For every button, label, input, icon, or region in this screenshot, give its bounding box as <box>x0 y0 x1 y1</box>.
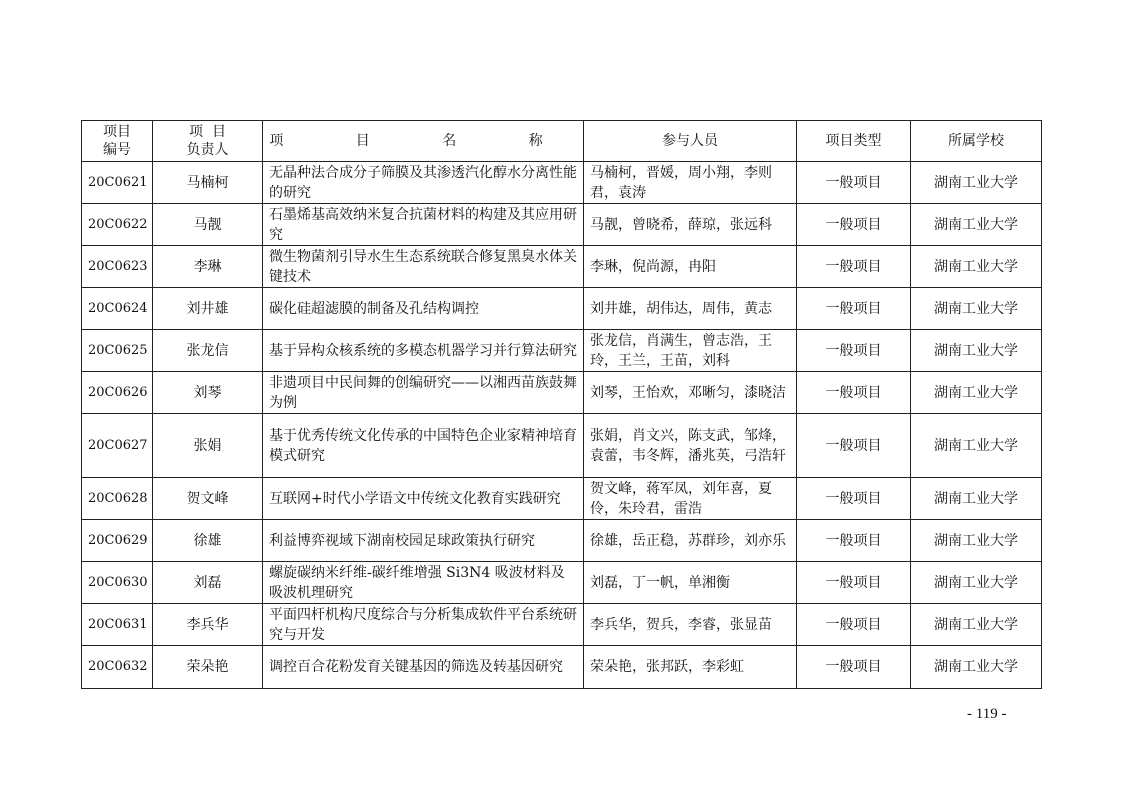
project-type-cell: 一般项目 <box>797 288 911 330</box>
project-type-cell: 一般项目 <box>797 414 911 478</box>
project-name-cell: 石墨烯基高效纳米复合抗菌材料的构建及其应用研究 <box>263 204 584 246</box>
project-name-cell: 调控百合花粉发育关键基因的筛选及转基因研究 <box>263 646 584 689</box>
project-members-cell: 刘井雄，胡伟达，周伟，黄志 <box>584 288 797 330</box>
project-id-cell: 20C0623 <box>82 246 153 288</box>
project-id-cell: 20C0632 <box>82 646 153 689</box>
project-id-cell: 20C0627 <box>82 414 153 478</box>
project-type-cell: 一般项目 <box>797 604 911 646</box>
header-name-label: 项 目 名 称 <box>269 133 577 149</box>
project-id-cell: 20C0625 <box>82 330 153 372</box>
project-leader-cell: 刘磊 <box>153 562 263 604</box>
header-id-line1: 项目 <box>103 124 131 140</box>
project-leader-cell: 马靓 <box>153 204 263 246</box>
project-type-cell: 一般项目 <box>797 478 911 520</box>
table-row <box>82 414 1042 478</box>
project-school-cell: 湖南工业大学 <box>911 330 1042 372</box>
project-members-cell: 徐雄，岳正稳，苏群珍，刘亦乐 <box>584 520 797 562</box>
project-id-cell: 20C0628 <box>82 478 153 520</box>
project-school-cell: 湖南工业大学 <box>911 604 1042 646</box>
project-leader-cell: 李琳 <box>153 246 263 288</box>
header-members: 参与人员 <box>584 121 797 162</box>
project-id-cell: 20C0621 <box>82 162 153 204</box>
project-type-cell: 一般项目 <box>797 562 911 604</box>
project-school-cell: 湖南工业大学 <box>911 162 1042 204</box>
project-table <box>81 120 1042 689</box>
table-row <box>82 478 1042 520</box>
project-members-cell: 张龙信，肖满生，曾志浩，王玲，王兰，王苗，刘科 <box>584 330 797 372</box>
header-name <box>263 121 584 162</box>
header-id-line2: 编号 <box>103 142 131 158</box>
project-id-cell: 20C0631 <box>82 604 153 646</box>
project-school-cell: 湖南工业大学 <box>911 288 1042 330</box>
project-id-cell: 20C0624 <box>82 288 153 330</box>
project-school-cell: 湖南工业大学 <box>911 372 1042 414</box>
header-id <box>82 121 153 162</box>
table-row <box>82 520 1042 562</box>
page-number: - 119 - <box>967 706 1007 722</box>
header-leader <box>153 121 263 162</box>
project-name-cell: 螺旋碳纳米纤维-碳纤维增强 Si3N4 吸波材料及吸波机理研究 <box>263 562 584 604</box>
project-leader-cell: 荣朵艳 <box>153 646 263 689</box>
project-members-cell: 马靓，曾晓希，薛琼，张远科 <box>584 204 797 246</box>
project-members-cell: 贺文峰，蒋军凤，刘年喜，夏伶，朱玲君，雷浩 <box>584 478 797 520</box>
project-type-cell: 一般项目 <box>797 204 911 246</box>
project-members-cell: 刘琴，王怡欢，邓晰匀，漆晓洁 <box>584 372 797 414</box>
header-school: 所属学校 <box>911 121 1042 162</box>
table-row <box>82 604 1042 646</box>
project-name-cell: 基于优秀传统文化传承的中国特色企业家精神培育模式研究 <box>263 414 584 478</box>
header-type: 项目类型 <box>797 121 911 162</box>
project-type-cell: 一般项目 <box>797 246 911 288</box>
project-type-cell: 一般项目 <box>797 520 911 562</box>
project-leader-cell: 张龙信 <box>153 330 263 372</box>
project-members-cell: 荣朵艳，张邦跃，李彩虹 <box>584 646 797 689</box>
project-id-cell: 20C0629 <box>82 520 153 562</box>
project-type-cell: 一般项目 <box>797 372 911 414</box>
project-type-cell: 一般项目 <box>797 646 911 689</box>
table-row <box>82 204 1042 246</box>
project-type-cell: 一般项目 <box>797 162 911 204</box>
table-row <box>82 562 1042 604</box>
project-name-cell: 无晶种法合成分子筛膜及其渗透汽化醇水分离性能的研究 <box>263 162 584 204</box>
table-header-row <box>82 121 1042 162</box>
project-school-cell: 湖南工业大学 <box>911 646 1042 689</box>
project-school-cell: 湖南工业大学 <box>911 520 1042 562</box>
project-school-cell: 湖南工业大学 <box>911 414 1042 478</box>
table-row <box>82 330 1042 372</box>
table-body <box>82 162 1042 689</box>
project-name-cell: 微生物菌剂引导水生生态系统联合修复黑臭水体关键技术 <box>263 246 584 288</box>
project-leader-cell: 刘琴 <box>153 372 263 414</box>
project-leader-cell: 马楠柯 <box>153 162 263 204</box>
project-name-cell: 非遗项目中民间舞的创编研究——以湘西苗族鼓舞为例 <box>263 372 584 414</box>
table-row <box>82 288 1042 330</box>
project-type-cell: 一般项目 <box>797 330 911 372</box>
project-leader-cell: 李兵华 <box>153 604 263 646</box>
project-name-cell: 平面四杆机构尺度综合与分析集成软件平台系统研究与开发 <box>263 604 584 646</box>
project-school-cell: 湖南工业大学 <box>911 246 1042 288</box>
project-members-cell: 刘磊，丁一帆，单湘衡 <box>584 562 797 604</box>
project-members-cell: 李琳，倪尚源，冉阳 <box>584 246 797 288</box>
project-name-cell: 基于异构众核系统的多模态机器学习并行算法研究 <box>263 330 584 372</box>
project-school-cell: 湖南工业大学 <box>911 478 1042 520</box>
table-row <box>82 162 1042 204</box>
header-leader-line2: 负责人 <box>186 142 229 158</box>
table-row <box>82 372 1042 414</box>
project-name-cell: 碳化硅超滤膜的制备及孔结构调控 <box>263 288 584 330</box>
project-school-cell: 湖南工业大学 <box>911 562 1042 604</box>
header-leader-line1: 项 目 <box>189 124 226 140</box>
project-id-cell: 20C0626 <box>82 372 153 414</box>
project-leader-cell: 徐雄 <box>153 520 263 562</box>
project-members-cell: 张娟，肖文兴，陈支武，邹烽，袁蕾，韦冬辉，潘兆英，弓浩轩 <box>584 414 797 478</box>
project-name-cell: 互联网+时代小学语文中传统文化教育实践研究 <box>263 478 584 520</box>
project-school-cell: 湖南工业大学 <box>911 204 1042 246</box>
project-members-cell: 李兵华，贺兵，李睿，张显苗 <box>584 604 797 646</box>
project-members-cell: 马楠柯，晋媛，周小翔，李则君，袁涛 <box>584 162 797 204</box>
project-id-cell: 20C0630 <box>82 562 153 604</box>
project-leader-cell: 贺文峰 <box>153 478 263 520</box>
project-name-cell: 利益博弈视域下湖南校园足球政策执行研究 <box>263 520 584 562</box>
table-row <box>82 246 1042 288</box>
project-id-cell: 20C0622 <box>82 204 153 246</box>
table-row <box>82 646 1042 689</box>
project-leader-cell: 张娟 <box>153 414 263 478</box>
project-leader-cell: 刘井雄 <box>153 288 263 330</box>
